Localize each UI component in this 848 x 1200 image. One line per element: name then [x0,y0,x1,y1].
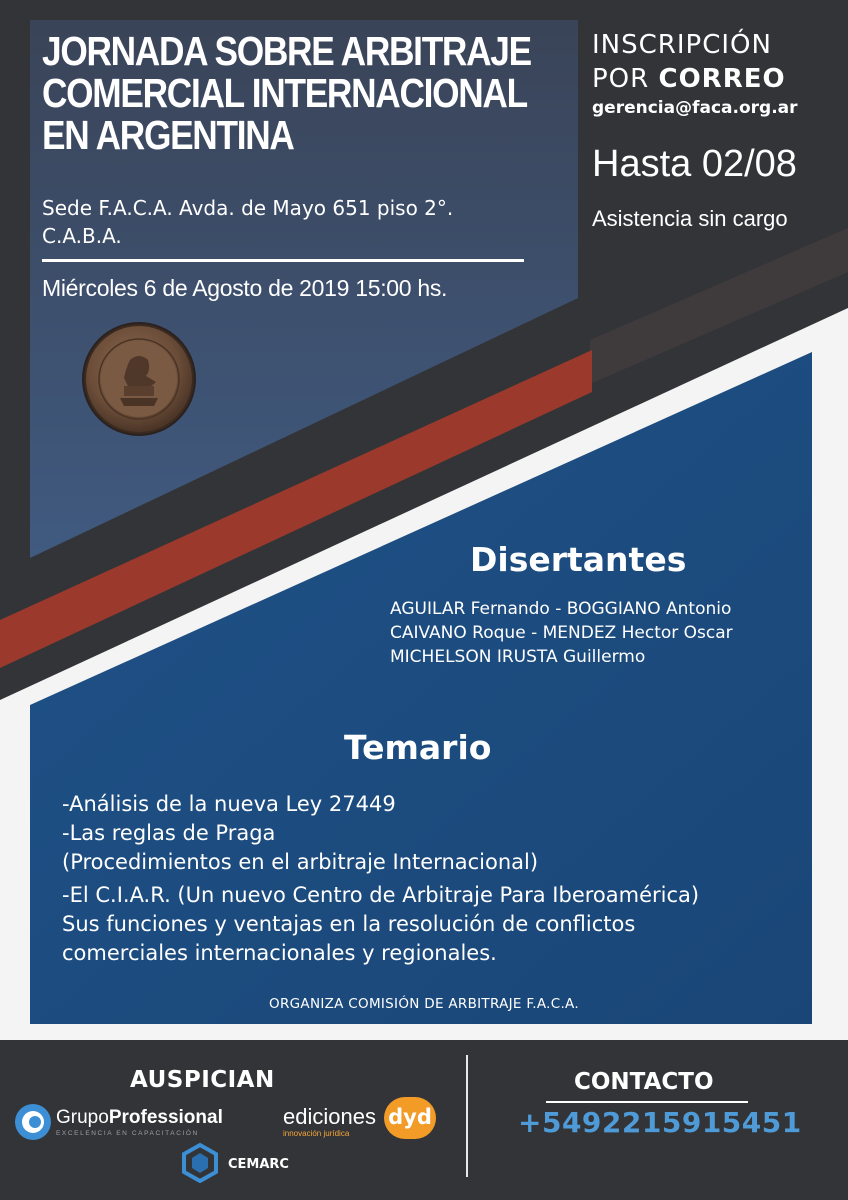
speakers-line-1: AGUILAR Fernando - BOGGIANO Antonio [390,599,732,619]
event-date: Miércoles 6 de Agosto de 2019 15:00 hs. [42,275,448,301]
registration-method: CORREO [658,64,786,94]
footer-divider [466,1055,468,1177]
venue-line-2: C.A.B.A. [42,224,122,248]
contact-heading: CONTACTO [574,1069,714,1095]
agenda-line-5: Sus funciones y ventajas en la resolución de conflictos [62,912,636,936]
organizer-note: ORGANIZA COMISIÓN DE ARBITRAJE F.A.C.A. [269,996,579,1012]
event-title-line-2: COMERCIAL INTERNACIONAL [42,70,527,116]
attendance-note: Asistencia sin cargo [592,206,788,231]
grupo-professional-tagline: EXCELENCIA EN CAPACITACIÓN [56,1130,199,1137]
event-title [42,28,531,158]
agenda-line-6: comerciales internacionales y regionales. [62,941,497,965]
ediciones-dyd-logo-text: ediciones [283,1104,376,1129]
registration-label-line-2 [592,62,822,96]
registration-deadline: Hasta 02/08 [592,143,797,185]
registration-email-link[interactable]: gerencia@faca.org.ar [592,98,798,118]
speakers-line-2: CAIVANO Roque - MENDEZ Hector Oscar [390,623,733,643]
federation-seal-icon [80,320,198,438]
agenda-line-4: -El C.I.A.R. (Un nuevo Centro de Arbitraje Para Iberoamérica) [62,883,700,907]
speakers-heading: Disertantes [470,540,687,579]
grupo-professional-light: Grupo [56,1107,109,1128]
agenda-list [62,790,699,968]
ediciones-dyd-tagline: innovación jurídica [283,1129,350,1138]
registration-label-prefix: POR [592,64,650,94]
registration-label-line-1: INSCRIPCIÓN [592,30,772,60]
agenda-line-1: -Análisis de la nueva Ley 27449 [62,792,396,816]
agenda-heading: Temario [344,728,492,767]
cemarc-logo-text: CEMARC [228,1157,289,1172]
venue [42,194,562,250]
grupo-professional-logo-icon [14,1103,52,1141]
speakers-line-3: MICHELSON IRUSTA Guillermo [390,647,646,667]
contact-phone-link[interactable]: +5492215915451 [518,1106,802,1139]
agenda-line-2: -Las reglas de Praga [62,821,276,845]
event-title-line-1: JORNADA SOBRE ARBITRAJE [42,28,531,74]
cemarc-logo-icon [180,1143,220,1183]
grupo-professional-logo-text [56,1107,223,1129]
venue-divider [42,259,524,262]
grupo-professional-bold: Professional [108,1107,223,1128]
ediciones-dyd-badge: dyd [384,1097,436,1139]
speakers-list [390,597,733,669]
contact-underline [546,1101,748,1103]
agenda-line-3: (Procedimientos en el arbitraje Internacional) [62,850,539,874]
venue-line-1: Sede F.A.C.A. Avda. de Mayo 651 piso 2°. [42,196,454,220]
event-title-line-3: EN ARGENTINA [42,112,294,158]
registration-label [592,28,822,96]
sponsors-heading: AUSPICIAN [130,1067,275,1093]
